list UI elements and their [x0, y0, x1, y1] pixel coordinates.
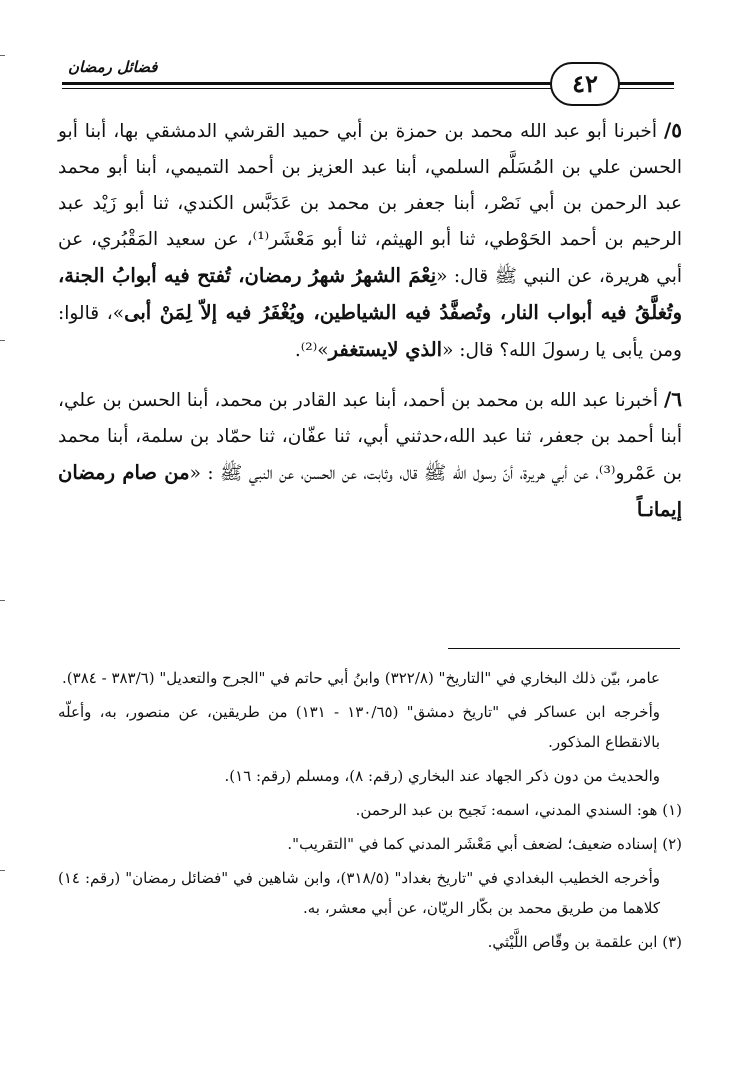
footnote: (٣) ابن علقمة بن وقّاص اللَّيْثي. — [487, 933, 682, 951]
hadith-text: أخبرنا عبد الله بن محمد بن أحمد، أبنا عبد القادر بن محمد، أبنا الحسن بن علي، أبنا أحمد بن جعفر، ثنا عبد الله،حدثني أبي، ثنا عفّان، ثنا حمّاد بن سلمة، أبنا محمد بن عَمْرو⁽³⁾، عن أبي هريرة، أنّ رسول الله ﷺ قال، وثابت، عن الحسن، عن النبي ﷺ : « — [58, 390, 682, 484]
hadith-text: »⁽²⁾. — [294, 340, 329, 361]
hadith-6 — [58, 381, 682, 529]
hadith-matn: الذي لايستغفر — [328, 338, 443, 361]
page-number: ٤٢ — [550, 62, 620, 106]
margin-mark — [0, 870, 5, 871]
hadith-text: أخبرنا أبو عبد الله محمد بن حمزة بن أبي حميد القرشي الدمشقي بها، أبنا أبو الحسن علي بن المُسَلَّم السلمي، أبنا عبد العزيز بن أحمد التميمي، أبنا أبو محمد عبد الرحمن بن أبي نَصْر، أبنا جعفر بن محمد بن عَدَبَّس الكندي، ثنا أبو زَيْد عبد الرحيم بن أحمد الحَوْطي، ثنا أبو الهيثم، ثنا أبو مَعْشَر⁽¹⁾، عن سعيد المَقْبُري، عن أبي هريرة، عن النبي ﷺ قال: « — [58, 121, 683, 287]
footnote: والحديث من دون ذكر الجهاد عند البخاري (رقم: ٨)، ومسلم (رقم: ١٦). — [224, 767, 660, 785]
footnote: (١) هو: السندي المدني، اسمه: نَجيح بن عبد الرحمن. — [355, 801, 682, 819]
main-text — [58, 112, 682, 541]
footnote: وأخرجه ابن عساكر في "تاريخ دمشق" (١٣٠/٦٥ - ١٣١) من طريقين، عن منصور، به، وأعلّه بالانقطاع المذكور. — [58, 703, 660, 751]
hadith-matn: نِعْمَ الشهرُ شهرُ رمضان، تُفتح فيه أبوابُ الجنة، وتُغلَّقُ فيه أبواب النار، وتُصفَّدُ فيه الشياطين، ويُغْفَرُ فيه إلاّ لِمَنْ أبى — [58, 264, 683, 324]
footnote: (٢) إسناده ضعيف؛ لضعف أبي مَعْشَر المدني كما في "التقريب". — [287, 835, 682, 853]
hadith-text: »، قالوا: ومن يأبى يا رسولَ الله؟ قال: « — [58, 303, 682, 361]
running-header-title: فضائل رمضان — [68, 58, 158, 76]
footnote: عامر، بيّن ذلك البخاري في "التاريخ" (٣٢٢/٨) وابنُ أبي حاتم في "الجرح والتعديل" (٣٨٣/٦ - ٣٨٤). — [62, 669, 660, 687]
margin-mark — [0, 600, 5, 601]
header-rule-thin — [62, 88, 554, 89]
hadith-5 — [58, 112, 682, 369]
header-rule-right-thin — [612, 88, 674, 89]
footnotes — [58, 663, 682, 961]
margin-mark — [0, 55, 5, 56]
footnote: وأخرجه الخطيب البغدادي في "تاريخ بغداد" (٣١٨/٥)، وابن شاهين في "فضائل رمضان" (رقم: ١٤) كلاهما من طريق محمد بن بكّار الريّان، عن أبي معشر، به. — [58, 869, 660, 917]
header-rule — [62, 82, 554, 85]
header-rule-right — [612, 82, 674, 85]
hadith-number: ٥/ — [663, 118, 682, 142]
margin-mark — [0, 340, 5, 341]
footnote-separator — [448, 648, 680, 649]
hadith-matn: من صام رمضان إيمانـاً — [58, 461, 682, 521]
hadith-number: ٦/ — [663, 387, 682, 411]
